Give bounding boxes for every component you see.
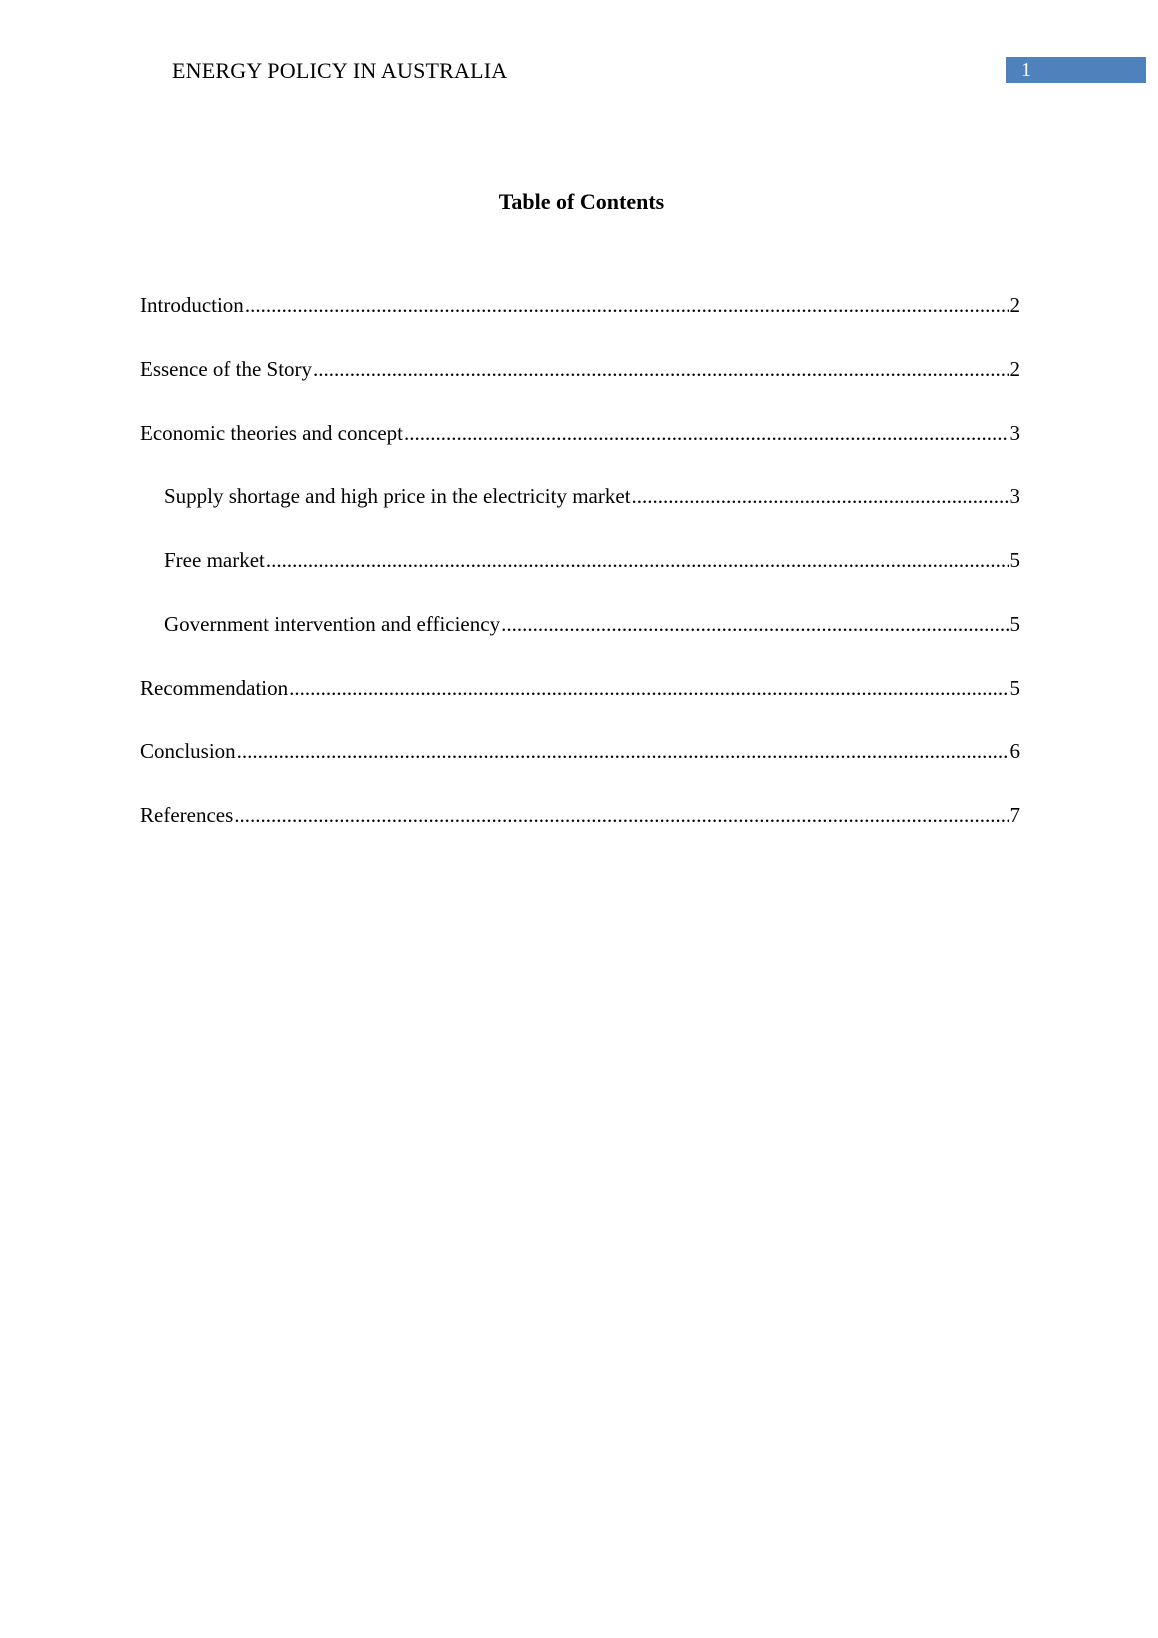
toc-entry-label: Conclusion [140, 739, 236, 764]
toc-entry-label: Supply shortage and high price in the electricity market [164, 484, 631, 509]
toc-entry-label: Recommendation [140, 675, 289, 700]
toc-entry-page: 6 [1009, 739, 1020, 764]
toc-dot-leader [313, 355, 1008, 383]
toc-entry-label: Economic theories and concept [140, 420, 403, 445]
toc-dot-leader [632, 482, 1009, 510]
toc-entry-essence-of-the-story[interactable] [140, 355, 1020, 419]
toc-entry-free-market[interactable] [140, 546, 1020, 610]
toc-entry-conclusion[interactable] [140, 737, 1020, 801]
toc-entry-label: References [140, 803, 234, 827]
toc-entry-label: Introduction [140, 293, 244, 317]
toc-entry-government-intervention[interactable] [140, 610, 1020, 674]
toc-dot-leader [234, 801, 1008, 829]
toc-entry-label: Essence of the Story [140, 356, 313, 381]
toc-entry-page: 5 [1009, 611, 1020, 636]
toc-dot-leader [245, 291, 1009, 319]
toc-entry-label: Free market [164, 548, 265, 572]
running-header-title: ENERGY POLICY IN AUSTRALIA [172, 58, 508, 83]
toc-entry-references[interactable] [140, 801, 1020, 865]
toc-dot-leader [237, 737, 1009, 765]
page-number-badge [1006, 57, 1146, 83]
toc-heading: Table of Contents [498, 189, 665, 214]
toc-entry-page: 7 [1009, 803, 1020, 827]
toc-entry-introduction[interactable] [140, 291, 1020, 355]
toc-entry-page: 2 [1009, 356, 1020, 381]
toc-dot-leader [404, 419, 1009, 447]
toc-entry-page: 5 [1009, 675, 1020, 700]
toc-entry-page: 3 [1009, 484, 1020, 509]
toc-entry-page: 3 [1009, 420, 1020, 445]
toc-dot-leader [289, 674, 1008, 702]
toc-entry-economic-theories[interactable] [140, 419, 1020, 483]
toc-entry-supply-shortage[interactable] [140, 482, 1020, 546]
toc-entry-page: 2 [1009, 293, 1020, 317]
toc-entry-recommendation[interactable] [140, 674, 1020, 738]
toc-dot-leader [501, 610, 1008, 638]
page-number: 1 [1021, 59, 1031, 81]
toc-entry-label: Government intervention and efficiency [164, 611, 501, 636]
toc-entry-page: 5 [1009, 548, 1020, 572]
toc-list [140, 291, 1020, 865]
toc-dot-leader [266, 546, 1009, 574]
